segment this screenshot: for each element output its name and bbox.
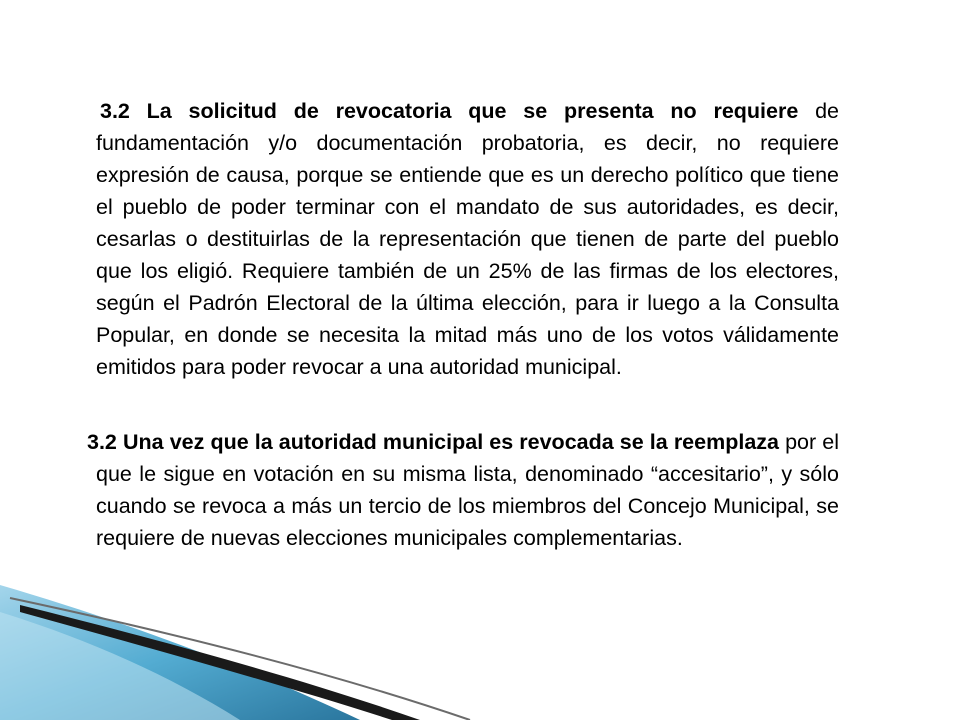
paragraph-replacement-rules xyxy=(87,426,839,554)
paragraph-2-body: por el que le sigue en votación en su misma lista, denominado “accesitario”, y sólo cuando se revoca a más un tercio de los miembros del Concejo Municipal, se requiere de nuevas elecciones municipales complementarias. xyxy=(96,430,839,550)
paragraph-1-body: de fundamentación y/o documentación probatoria, es decir, no requiere expresión de causa, porque se entiende que es un derecho político que tiene el pueblo de poder terminar con el mandato de sus autoridades, es decir, cesarlas o destituirlas de la representación que tienen de parte del pueblo que los eligió. Requiere también de un 25% de las firmas de los electores, según el Padrón Electoral de la última elección, para ir luego a la Consulta Popular, en donde se necesita la mitad más uno de los votos válidamente emitidos para poder revocar a una autoridad municipal. xyxy=(96,99,840,379)
paragraph-2-bold-lead: 3.2 Una vez que la autoridad municipal es revocada se la reemplaza xyxy=(87,430,779,454)
paragraph-1-bold-lead: 3.2 La solicitud de revocatoria que se presenta no requiere xyxy=(100,99,799,123)
paragraph-revocatoria-requirements xyxy=(96,95,839,383)
